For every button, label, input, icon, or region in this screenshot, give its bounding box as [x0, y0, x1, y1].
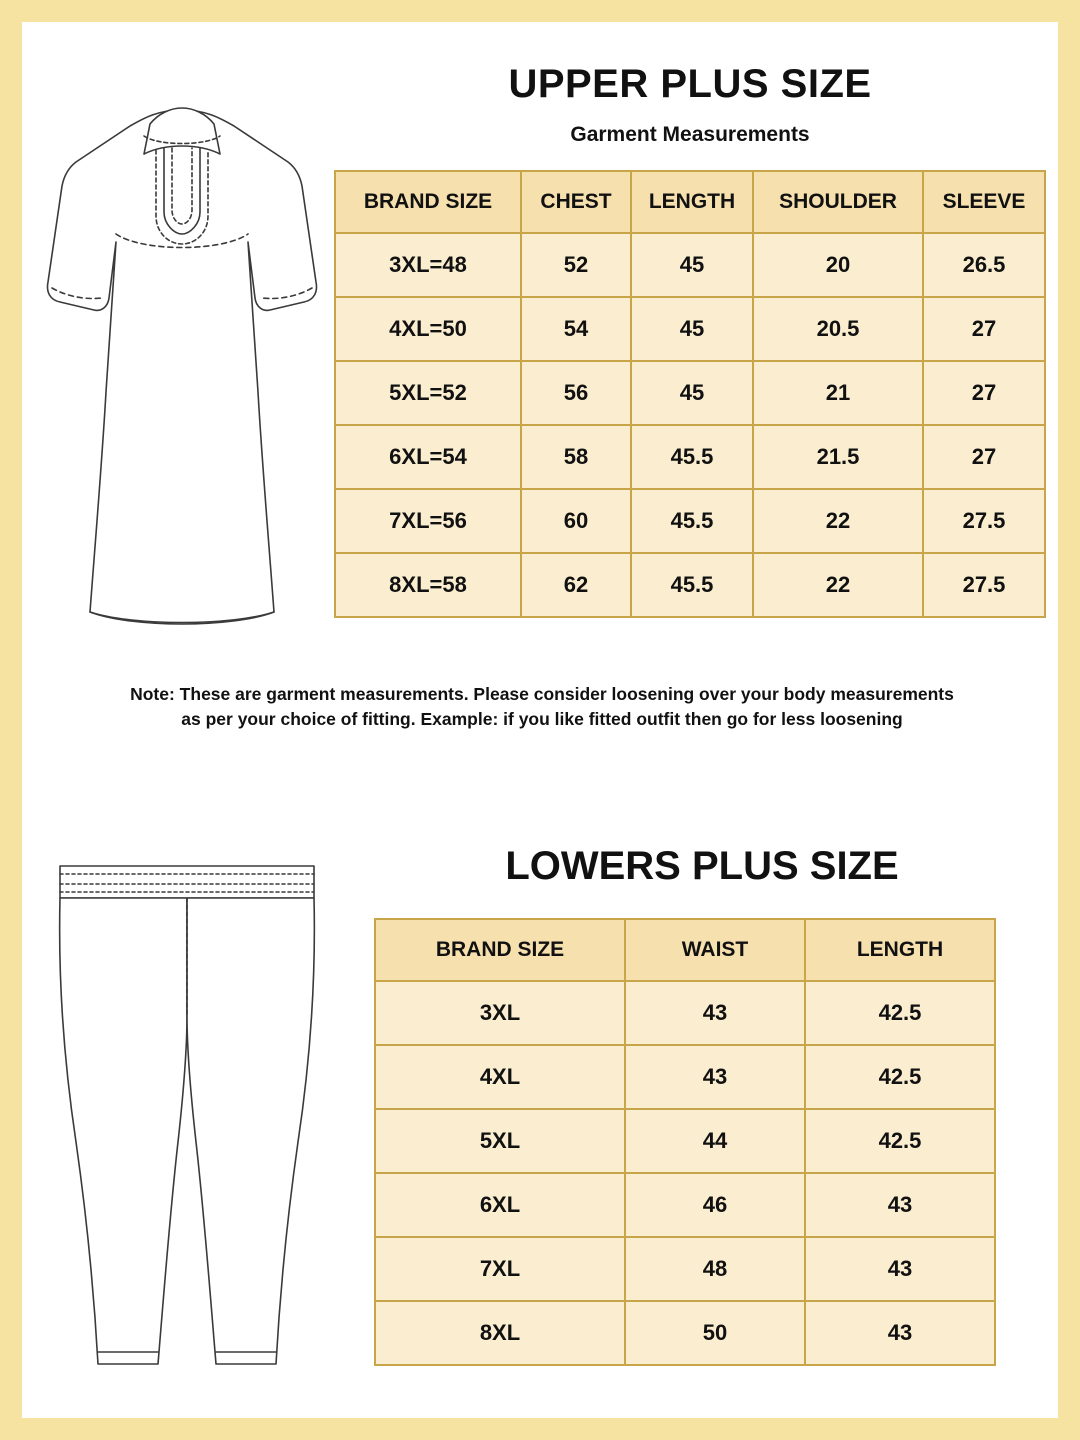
cell-chest: 52	[521, 233, 631, 297]
upper-size-table	[334, 170, 1046, 618]
table-row	[335, 425, 1045, 489]
cell-length: 43	[805, 1173, 995, 1237]
cell-waist: 48	[625, 1237, 805, 1301]
cell-brand-size: 7XL=56	[335, 489, 521, 553]
measurement-note	[62, 682, 1022, 733]
kurta-illustration	[32, 92, 332, 652]
cell-shoulder: 21	[753, 361, 923, 425]
cell-sleeve: 27	[923, 425, 1045, 489]
lower-title: LOWERS PLUS SIZE	[505, 844, 899, 888]
cell-brand-size: 8XL=58	[335, 553, 521, 617]
cell-sleeve: 27	[923, 297, 1045, 361]
table-row	[335, 361, 1045, 425]
cell-chest: 56	[521, 361, 631, 425]
cell-length: 45.5	[631, 553, 753, 617]
table-row	[375, 1237, 995, 1301]
table-row	[375, 1109, 995, 1173]
cell-brand-size: 4XL	[375, 1045, 625, 1109]
cell-waist: 43	[625, 1045, 805, 1109]
cell-sleeve: 26.5	[923, 233, 1045, 297]
table-row	[335, 553, 1045, 617]
cell-shoulder: 20	[753, 233, 923, 297]
cell-waist: 44	[625, 1109, 805, 1173]
column-header-brand-size: BRAND SIZE	[335, 171, 521, 233]
cell-brand-size: 8XL	[375, 1301, 625, 1365]
cell-sleeve: 27	[923, 361, 1045, 425]
cell-length: 45.5	[631, 425, 753, 489]
column-header-chest: CHEST	[521, 171, 631, 233]
lower-size-section	[22, 782, 1058, 1418]
upper-size-section	[22, 22, 1058, 762]
table-row	[375, 981, 995, 1045]
column-header-sleeve: SLEEVE	[923, 171, 1045, 233]
cell-length: 45	[631, 233, 753, 297]
cell-length: 45.5	[631, 489, 753, 553]
cell-brand-size: 6XL=54	[335, 425, 521, 489]
cell-brand-size: 5XL	[375, 1109, 625, 1173]
cell-sleeve: 27.5	[923, 553, 1045, 617]
cell-shoulder: 21.5	[753, 425, 923, 489]
cell-chest: 62	[521, 553, 631, 617]
cell-brand-size: 5XL=52	[335, 361, 521, 425]
page-inner	[22, 22, 1058, 1418]
cell-brand-size: 6XL	[375, 1173, 625, 1237]
upper-title: UPPER PLUS SIZE	[508, 62, 872, 106]
cell-brand-size: 4XL=50	[335, 297, 521, 361]
cell-chest: 54	[521, 297, 631, 361]
cell-brand-size: 3XL=48	[335, 233, 521, 297]
cell-sleeve: 27.5	[923, 489, 1045, 553]
table-row	[335, 233, 1045, 297]
column-header-shoulder: SHOULDER	[753, 171, 923, 233]
lower-table-container	[374, 918, 994, 1366]
column-header-waist: WAIST	[625, 919, 805, 981]
cell-brand-size: 3XL	[375, 981, 625, 1045]
table-row	[375, 1045, 995, 1109]
note-line-2: as per your choice of fitting. Example: if you like fitted outfit then go for less loosening	[181, 709, 903, 730]
cell-shoulder: 22	[753, 489, 923, 553]
cell-length: 45	[631, 361, 753, 425]
cell-shoulder: 22	[753, 553, 923, 617]
table-header-row	[335, 171, 1045, 233]
upper-table-container	[334, 170, 1044, 618]
cell-shoulder: 20.5	[753, 297, 923, 361]
column-header-length: LENGTH	[631, 171, 753, 233]
lower-size-table	[374, 918, 996, 1366]
table-row	[335, 489, 1045, 553]
column-header-length: LENGTH	[805, 919, 995, 981]
upper-subtitle: Garment Measurements	[570, 123, 810, 146]
cell-length: 42.5	[805, 1109, 995, 1173]
cell-length: 45	[631, 297, 753, 361]
cell-length: 43	[805, 1237, 995, 1301]
column-header-brand-size: BRAND SIZE	[375, 919, 625, 981]
cell-waist: 50	[625, 1301, 805, 1365]
cell-length: 42.5	[805, 981, 995, 1045]
table-row	[375, 1301, 995, 1365]
cell-length: 42.5	[805, 1045, 995, 1109]
upper-heading-block	[332, 62, 1048, 147]
leggings-illustration	[42, 852, 332, 1392]
cell-waist: 46	[625, 1173, 805, 1237]
table-row	[375, 1173, 995, 1237]
cell-length: 43	[805, 1301, 995, 1365]
cell-brand-size: 7XL	[375, 1237, 625, 1301]
table-row	[335, 297, 1045, 361]
cell-waist: 43	[625, 981, 805, 1045]
table-header-row	[375, 919, 995, 981]
note-line-1: Note: These are garment measurements. Please consider loosening over your body measurements	[130, 684, 954, 704]
cell-chest: 58	[521, 425, 631, 489]
cell-chest: 60	[521, 489, 631, 553]
